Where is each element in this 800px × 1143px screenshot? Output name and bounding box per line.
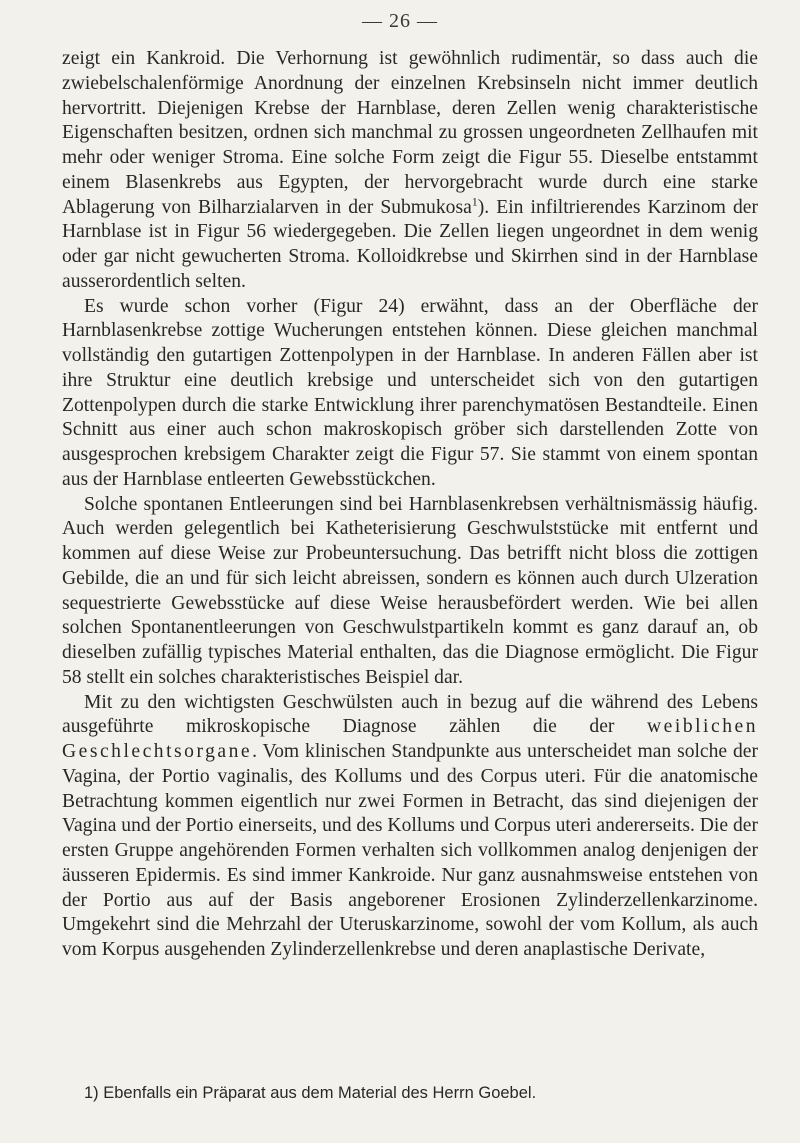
paragraph xyxy=(62,295,758,493)
paragraph-text: Es wurde schon vorher (Figur 24) erwähnt, dass an der Oberfläche der Harnblasenkrebse zottige Wucherungen entstehen können. Diese gleichen manchmal vollständig den gutartigen Zottenpolypen in der Harnblase. In anderen Fällen aber ist ihre Struktur eine deutlich krebsige und unterscheidet sich von den gutartigen Zottenpolypen durch die starke Entwicklung ihrer parenchymatösen Bestandteile. Einen Schnitt aus einer auch schon makroskopisch gröber sich darstellenden Zotte von ausgesprochen krebsigem Charakter zeigt die Figur 57. Sie stammt von einem spontan aus der Harnblase entleerten Gewebsstückchen. xyxy=(62,295,758,490)
paragraph-text: Mit zu den wichtigsten Geschwülsten auch in bezug auf die während des Lebens ausgeführte mikroskopische Diagnose zählen die der xyxy=(62,691,758,738)
page-number: — 26 — xyxy=(362,10,438,32)
paragraph xyxy=(62,691,758,963)
footnote: 1) Ebenfalls ein Präparat aus dem Material des Herrn Goebel. xyxy=(84,1084,537,1102)
paragraph xyxy=(62,493,758,691)
paragraph-text: zeigt ein Kankroid. Die Verhornung ist gewöhnlich rudimentär, so dass auch die zwiebelschalenförmige Anordnung der einzelnen Krebsinseln nicht immer deutlich hervortritt. Diejenigen Krebse der Harnblase, deren Zellen wenig charakteristische Eigenschaften besitzen, ordnen sich manchmal zu grossen ungeordneten Zellhaufen mit mehr oder weniger Stroma. Eine solche Form zeigt die Figur 55. Dieselbe entstammt einem Blasenkrebs aus Egypten, der hervorgebracht wurde durch eine starke Ablagerung von Bilharzialarven in der Submukosa xyxy=(62,48,758,218)
emphasized-text: weiblichen Geschlechtsorgane xyxy=(62,716,758,762)
paragraph-text: . Vom klinischen Standpunkte aus unterscheidet man solche der Vagina, der Portio vaginalis, des Kollums und des Corpus uteri. Für die anatomische Betrachtung kommen eigentlich nur zwei Formen in Betracht, das sind diejenigen der Vagina und der Portio einerseits, und des Kollums und Corpus uteri andererseits. Die der ersten Gruppe angehörenden Formen verhalten sich vollkommen analog denjenigen der äusseren Epidermis. Es sind immer Kankroide. Nur ganz ausnahmsweise entstehen von der Portio aus auf der Basis angeborener Erosionen Zylinderzellenkarzinome. Umgekehrt sind die Mehrzahl der Uteruskarzinome, sowohl der vom Kollum, als auch vom Korpus ausgehenden Zylinderzellenkrebse und deren anaplastische Derivate, xyxy=(62,741,758,960)
body-text xyxy=(62,47,758,963)
paragraph-text: ). Ein infiltrierendes Karzinom der Harnblase ist in Figur 56 wiedergegeben. Die Zellen liegen ungeordnet in dem wenig oder gar nicht gewucherten Stroma. Kolloidkrebse und Skirrhen sind in der Harnblase ausserordentlich selten. xyxy=(62,196,758,292)
footnote-marker: 1 xyxy=(471,193,478,208)
paragraph xyxy=(62,47,758,295)
paragraph-text: Solche spontanen Entleerungen sind bei Harnblasenkrebsen verhältnismässig häufig. Auch werden gelegentlich bei Katheterisierung Geschwulststücke mit entfernt und kommen auf diese Weise zur Probeuntersuchung. Das betrifft nicht bloss die zottigen Gebilde, die an und für sich leicht abreissen, sondern es können auch durch Ulzeration sequestrierte Gewebsstücke auf diese Weise herausbefördert werden. Wie bei allen solchen Spontanentleerungen von Geschwulstpartikeln kommt es ganz darauf an, ob dieselben zufällig typisches Material enthalten, das die Diagnose ermöglicht. Die Figur 58 stellt ein solches charakteristisches Beispiel dar. xyxy=(62,493,758,688)
